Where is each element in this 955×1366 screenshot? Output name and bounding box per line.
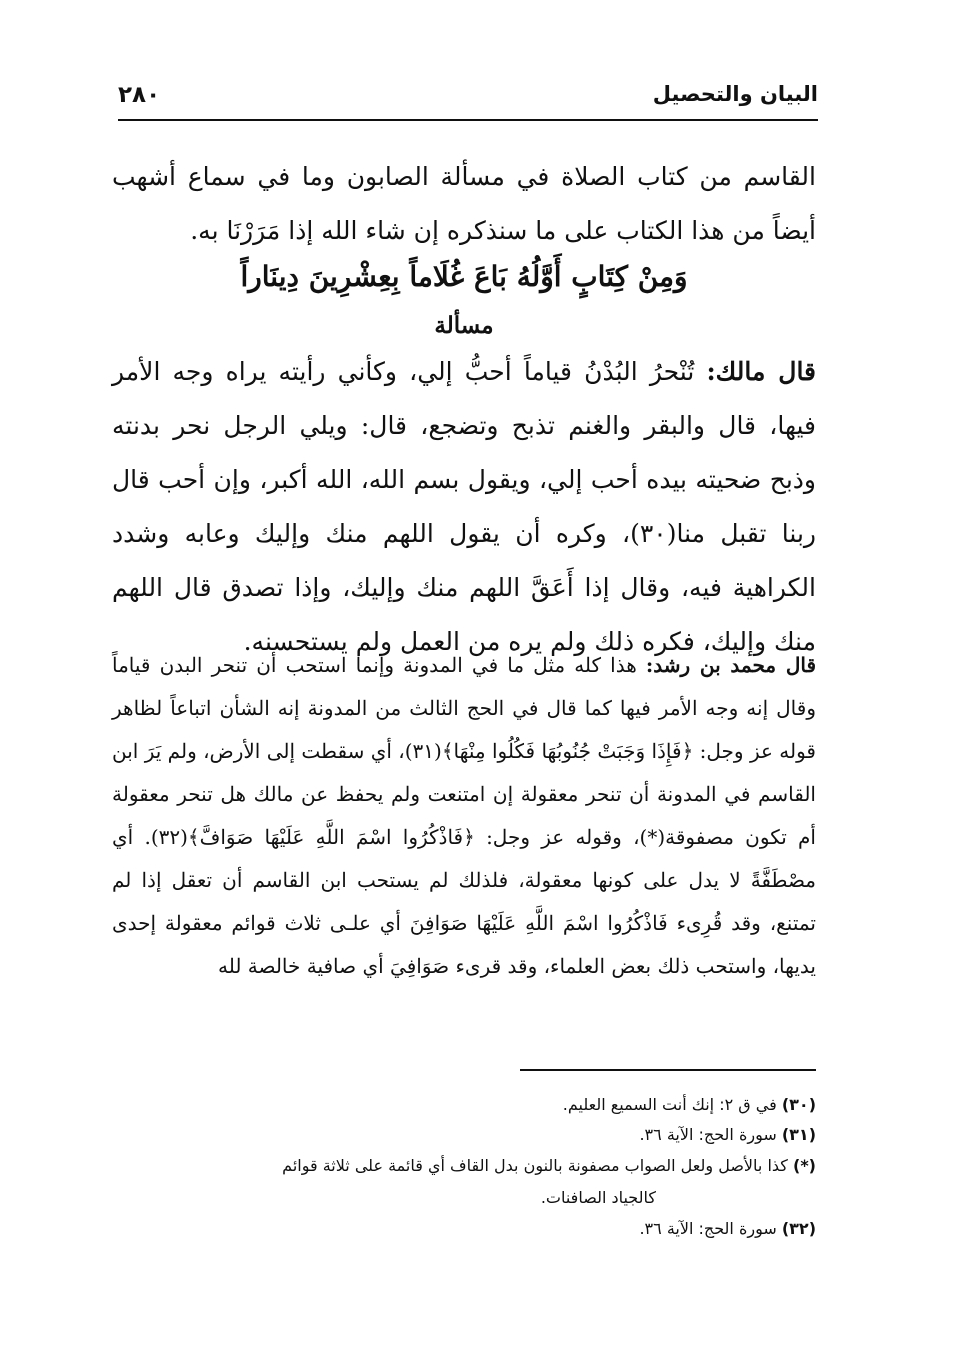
footnote-text: سورة الحج: الآية ٣٦. [639, 1219, 777, 1238]
footnote-text: سورة الحج: الآية ٣٦. [639, 1125, 777, 1144]
footnote-marker: (٣٢) [781, 1219, 816, 1238]
footnote-rule [520, 1069, 816, 1071]
ibn-rushd-paragraph [112, 644, 816, 988]
footnote-text: كذا بالأصل ولعل الصواب مصفونة بالنون بدل القاف أي قائمة على ثلاثة قوائم [282, 1156, 788, 1175]
footnote-text: في ق ٢: إنك أنت السميع العليم. [562, 1095, 777, 1114]
speaker-malik: قال مالك: [706, 357, 817, 386]
footnote-marker: (٣٠) [781, 1095, 816, 1114]
masala-heading: مسألة [434, 312, 494, 339]
footnote-marker: (٣١) [781, 1125, 816, 1144]
paragraph-continuation: القاسم من كتاب الصلاة في مسألة الصابون وما في سماع أشهب أيضاً من هذا الكتاب على ما سنذكره إن شاء الله إذا مَرَرْنَا به. [112, 162, 816, 245]
running-title: البيان والتحصيل [652, 82, 818, 106]
footnote [112, 1090, 816, 1120]
footnote [112, 1150, 816, 1214]
footnote [112, 1120, 816, 1150]
footnote [112, 1214, 816, 1244]
footnote-continuation: كالجياد الصافنات. [540, 1188, 656, 1207]
speaker-ibn-rushd: قال محمد بن رشد: [645, 653, 817, 677]
header-rule [118, 119, 818, 121]
malik-text: تُنْحرُ البُدْنُ قياماً أحبُّ إلي، وكأني رأيته يراه وجه الأمر فيها، قال والبقر والغنم تذبح وتضجع، قال: ويلي الرجل نحر بدنته وذبح ضحيته بيده أحب إلي، ويقول بسم الله، الله أكبر، وإن أحب قال ربنا تقبل منا(٣٠)، وكره أن يقول اللهم منك وإليك وعابه وشدد الكراهية فيه، وقال إذا أَعَقَّ اللهم منك وإليك، وإذا تصدق قال اللهم منك وإليك، فكره ذلك ولم يره من العمل ولم يستحسنه. [112, 357, 816, 656]
malik-paragraph [112, 345, 816, 669]
footnote-marker: (*) [793, 1156, 816, 1175]
ibn-rushd-text: هذا كله مثل ما في المدونة وإنما استحب أن تنحر البدن قياماً وقال إنه وجه الأمر فيها كما قال في الحج الثالث من المدونة إنه الشأن اتباعاً لظاهر قوله عز وجل: ﴿فَإِذَا وَجَبَتْ جُنُوبُهَا فَكُلُوا مِنْهَا﴾(٣١)، أي سقطت إلى الأرض، ولم يَرَ ابن القاسم في المدونة أن تنحر معقولة إن امتنعت ولم يحفظ عن مالك هل تنحر معقولة أم تكون مصفوقة(*)، وقوله عز وجل: ﴿فَاذْكُرُوا اسْمَ اللَّهِ عَلَيْهَا صَوَافَّ﴾(٣٢). أي مصْطَفَّةً لا يدل على كونها معقولة، فلذلك لم يستحب ابن القاسم أن تعقل إذا لم تمتنع، وقد قُرِىء فَاذْكُرُوا اسْمَ اللَّهِ عَلَيْهَا صَوَافِنَ أي علـى ثلاث قوائم معقولة إحدى يديها، واستحب ذلك بعض العلماء، وقد قرىء صَوَافِيَ أي صافية خالصة لله [112, 653, 816, 978]
page-header [118, 82, 818, 118]
chapter-heading: وَمِنْ كِتَابٍ أَوَّلُهُ بَاعَ غُلَاماً بِعِشْرِينَ دِينَاراً [240, 260, 688, 293]
footnotes [112, 1090, 816, 1244]
page-number: ٢٨٠ [118, 82, 161, 108]
